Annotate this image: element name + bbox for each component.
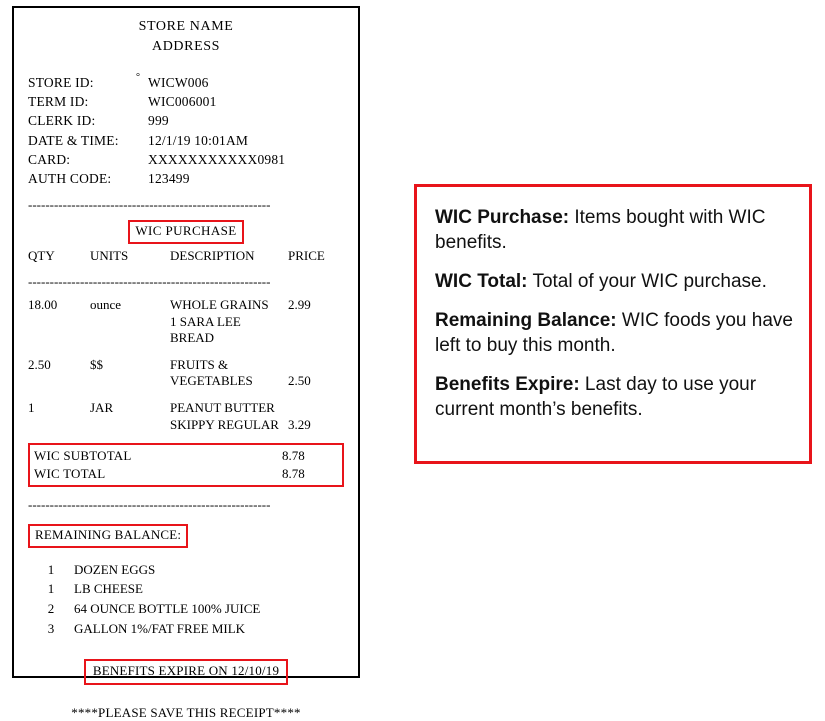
- purchase-item: [28, 357, 344, 390]
- list-item: [28, 621, 344, 638]
- list-item: [28, 601, 344, 618]
- meta-row: [28, 132, 344, 149]
- column-units: UNITS: [90, 247, 129, 263]
- item-line: [28, 373, 344, 390]
- meta-value: 999: [148, 113, 169, 129]
- legend-text: WIC foods you have left to buy this month.: [435, 310, 793, 357]
- item-description: FRUITS &: [170, 356, 229, 372]
- purchase-item: [28, 400, 344, 433]
- legend-item-wic-total: [435, 269, 793, 294]
- remaining-balance-label: REMAINING BALANCE:: [28, 524, 188, 548]
- legend-item-remaining-balance: [435, 308, 793, 358]
- balance-qty: 1: [47, 581, 55, 597]
- meta-value: 12/1/19 10:01AM: [148, 132, 249, 148]
- balance-description: GALLON 1%/FAT FREE MILK: [74, 620, 246, 636]
- item-price-2: 3.29: [288, 416, 311, 432]
- item-line: [28, 314, 344, 347]
- column-qty: QTY: [28, 247, 55, 263]
- wic-purchase-heading: [28, 220, 344, 244]
- item-qty: 1: [28, 400, 35, 416]
- item-price-2: 2.50: [288, 373, 311, 389]
- balance-description: 64 OUNCE BOTTLE 100% JUICE: [74, 600, 261, 616]
- legend-text: Items bought with WIC benefits.: [435, 207, 766, 254]
- list-item: [28, 562, 344, 579]
- item-qty: 2.50: [28, 356, 51, 372]
- benefits-expire-wrap: [28, 659, 344, 685]
- wic-subtotal-row: [34, 447, 338, 465]
- balance-description: LB CHEESE: [74, 581, 143, 597]
- meta-label: STORE ID:: [28, 74, 94, 90]
- item-units: JAR: [90, 400, 114, 416]
- meta-label: CARD:: [28, 151, 71, 167]
- meta-row: [28, 74, 344, 91]
- meta-label: CLERK ID:: [28, 113, 96, 129]
- meta-row: [28, 151, 344, 168]
- item-description-2: 1 SARA LEE BREAD: [170, 313, 241, 346]
- balance-qty: 3: [47, 620, 55, 636]
- wic-receipt: [12, 6, 360, 720]
- receipt-footer-note: ****PLEASE SAVE THIS RECEIPT****: [71, 704, 301, 720]
- item-line: [28, 417, 344, 434]
- meta-label: DATE & TIME:: [28, 132, 119, 148]
- legend-panel: [414, 184, 812, 464]
- list-item: [28, 581, 344, 598]
- wic-subtotal-value: 8.78: [282, 448, 305, 464]
- balance-description: DOZEN EGGS: [74, 561, 156, 577]
- meta-row: [28, 93, 344, 110]
- meta-value: XXXXXXXXXXX0981: [148, 151, 286, 167]
- item-line: [28, 297, 344, 314]
- item-units: $$: [90, 356, 103, 372]
- item-price: 2.99: [288, 296, 311, 312]
- balance-qty: 1: [47, 561, 55, 577]
- remaining-balance-list: [28, 562, 344, 638]
- item-description: PEANUT BUTTER: [170, 400, 275, 416]
- meta-label: AUTH CODE:: [28, 171, 112, 187]
- item-line: [28, 400, 344, 417]
- meta-value: ° WICW006: [148, 74, 344, 91]
- meta-value: 123499: [148, 171, 190, 187]
- wic-subtotal-label: WIC SUBTOTAL: [34, 448, 132, 464]
- item-line: [28, 357, 344, 374]
- meta-row: [28, 170, 344, 187]
- store-address: ADDRESS: [152, 38, 220, 54]
- balance-qty: 2: [47, 600, 55, 616]
- wic-totals-box: [28, 443, 344, 487]
- store-name: STORE NAME: [138, 19, 234, 34]
- divider-line: --------------------------------------------------------: [28, 197, 271, 213]
- purchase-item: [28, 297, 344, 347]
- benefits-expire-label: BENEFITS EXPIRE ON 12/10/19: [84, 659, 288, 685]
- legend-term: Remaining Balance:: [435, 310, 617, 332]
- legend-term: WIC Purchase:: [435, 207, 570, 228]
- legend-item-benefits-expire: [435, 372, 793, 422]
- items-column-header: [28, 248, 344, 265]
- column-price: PRICE: [288, 247, 325, 263]
- item-description-2: VEGETABLES: [170, 373, 253, 389]
- divider-line: --------------------------------------------------------: [28, 497, 271, 513]
- divider-line: --------------------------------------------------------: [28, 274, 271, 290]
- wic-purchase-label: WIC PURCHASE: [128, 220, 243, 244]
- legend-term: Benefits Expire:: [435, 374, 580, 396]
- meta-value: WIC006001: [148, 94, 217, 110]
- meta-label: TERM ID:: [28, 94, 89, 110]
- purchase-items: [28, 297, 344, 433]
- wic-total-label: WIC TOTAL: [34, 465, 106, 481]
- column-description: DESCRIPTION: [170, 247, 255, 263]
- legend-text: Last day to use your current month’s benefits.: [435, 374, 757, 421]
- item-units: ounce: [90, 296, 122, 312]
- item-description-2: SKIPPY REGULAR: [170, 416, 279, 432]
- item-qty: 18.00: [28, 296, 58, 312]
- item-description: WHOLE GRAINS: [170, 296, 269, 312]
- meta-row: [28, 112, 344, 129]
- receipt-meta: [28, 74, 344, 188]
- wic-total-value: 8.78: [282, 465, 305, 481]
- remaining-balance-heading: [28, 524, 344, 548]
- wic-total-row: [34, 465, 338, 483]
- legend-item-wic-purchase: [435, 205, 793, 255]
- legend-text: Total of your WIC purchase.: [527, 271, 767, 293]
- legend-term: WIC Total:: [435, 271, 528, 293]
